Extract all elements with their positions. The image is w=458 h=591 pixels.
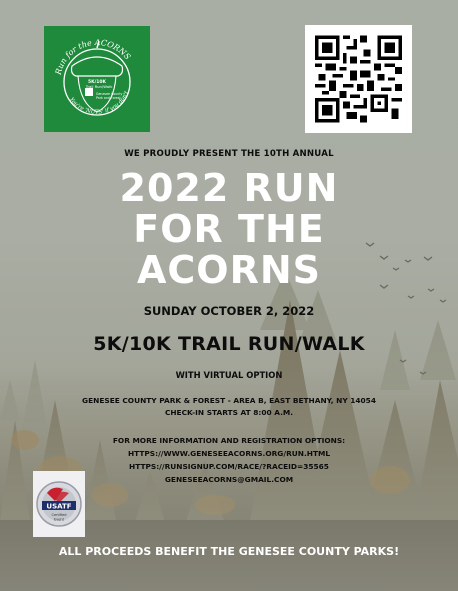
website-link[interactable]: HTTPS://WWW.GENESEEACORNS.ORG/RUN.HTML: [127, 449, 331, 458]
usatf-badge: [33, 471, 85, 537]
logo-side-text-1: Genesee County: [96, 92, 123, 96]
badge-subline-1: Certified: [51, 513, 67, 517]
logo-center-line-2: Trail Run/Walk: [85, 84, 113, 89]
intro-line: WE PROUDLY PRESENT THE 10TH ANNUAL: [124, 149, 334, 159]
title-line-2: FOR THE: [133, 207, 325, 251]
qr-code[interactable]: [305, 25, 412, 133]
acorn-icon: [44, 26, 150, 132]
registration-link[interactable]: HTTPS://RUNSIGNUP.COM/RACE/?RACEID=35565: [129, 462, 329, 471]
logo-center-line-1: 5K/10K: [87, 80, 107, 85]
qr-code-icon: [315, 35, 402, 123]
contact-email[interactable]: GENESEEACORNS@GMAIL.COM: [164, 475, 294, 484]
event-title: [0, 168, 458, 291]
event-name: 5K/10K TRAIL RUN/WALK: [93, 333, 365, 355]
virtual-option: WITH VIRTUAL OPTION: [175, 370, 283, 380]
badge-label: USATF: [46, 502, 72, 511]
badge-subline-2: Event: [53, 517, 65, 522]
title-line-3: ACORNS: [136, 248, 322, 292]
event-location: GENESEE COUNTY PARK & FOREST - AREA B, EAST BETHANY, NY 14054: [82, 396, 376, 405]
run-for-the-acorns-logo: [44, 26, 150, 132]
footer-note: ALL PROCEEDS BENEFIT THE GENESEE COUNTY PARKS!: [58, 545, 400, 558]
usatf-certified-icon: [33, 471, 85, 537]
logo-side-text-2: Park and Forest: [96, 96, 121, 100]
checkin-time: CHECK-IN STARTS AT 8:00 A.M.: [164, 408, 294, 417]
event-date: SUNDAY OCTOBER 2, 2022: [143, 304, 315, 318]
more-info-heading: FOR MORE INFORMATION AND REGISTRATION OPTIONS:: [112, 436, 346, 445]
logo-bottom-text: You're 'NUTS' if you don't: [68, 90, 130, 116]
logo-arc-text: Run for the ACORNS: [53, 37, 133, 76]
title-line-1: 2022 RUN: [119, 166, 339, 210]
